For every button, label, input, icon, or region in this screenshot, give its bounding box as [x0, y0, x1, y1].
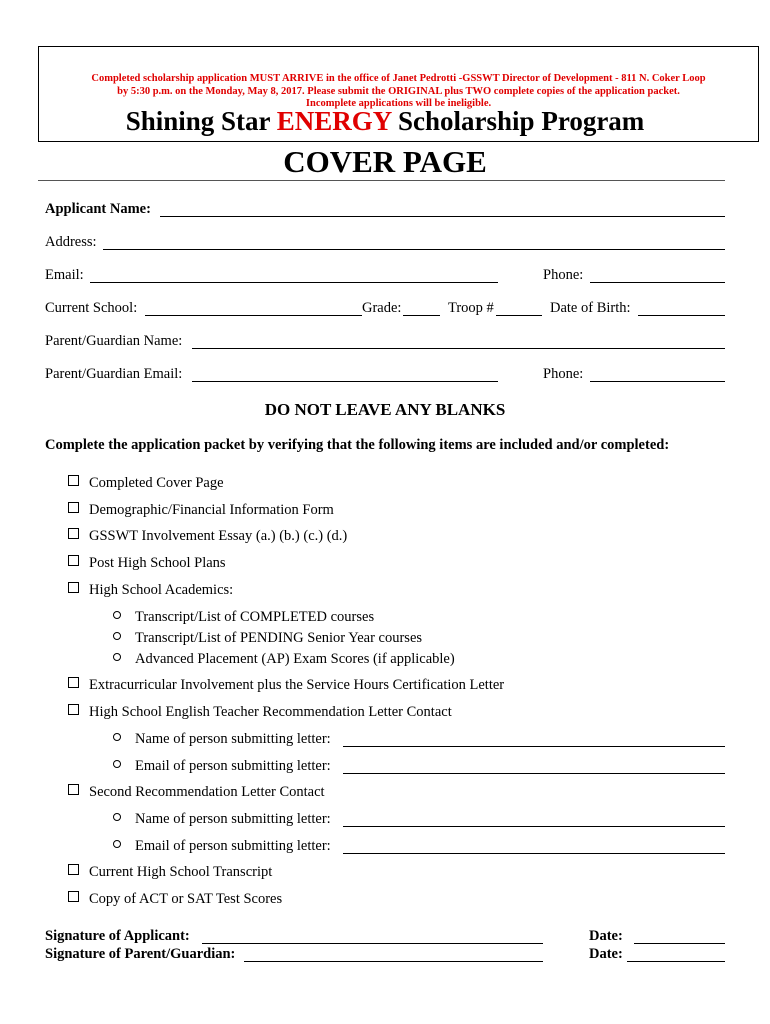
guardian-date-field[interactable] [627, 961, 725, 962]
circle-bullet-icon [113, 813, 121, 821]
checkbox[interactable] [68, 704, 79, 715]
guardian-phone-label: Phone: [543, 366, 584, 382]
second-rec-email [113, 838, 331, 855]
current-school-label: Current School: [45, 300, 138, 316]
sub-item-label: Name of person submitting letter: [135, 731, 331, 747]
english-rec-name [113, 731, 331, 748]
checklist-label: Demographic/Financial Information Form [89, 502, 334, 518]
sub-item-label: Advanced Placement (AP) Exam Scores (if applicable) [135, 651, 455, 667]
circle-bullet-icon [113, 733, 121, 741]
troop-label: Troop # [448, 300, 494, 316]
english-rec-email-field[interactable] [343, 773, 725, 774]
second-rec-email-field[interactable] [343, 853, 725, 854]
second-rec-name-field[interactable] [343, 826, 725, 827]
checklist-label: Current High School Transcript [89, 864, 273, 880]
checklist-item-academics [68, 582, 233, 599]
checkbox[interactable] [68, 677, 79, 688]
applicant-name-field[interactable] [160, 216, 725, 217]
english-rec-email [113, 758, 331, 775]
academics-sub-item [113, 630, 422, 647]
current-school-field[interactable] [145, 315, 362, 316]
checklist-label: Post High School Plans [89, 555, 226, 571]
circle-bullet-icon [113, 760, 121, 768]
checklist-label: Copy of ACT or SAT Test Scores [89, 891, 283, 907]
checklist-label: Extracurricular Involvement plus the Service Hours Certification Letter [89, 677, 505, 693]
applicant-date-label: Date: [589, 928, 623, 944]
circle-bullet-icon [113, 611, 121, 619]
grade-field[interactable] [403, 315, 440, 316]
sub-item-label: Email of person submitting letter: [135, 758, 331, 774]
guardian-signature-field[interactable] [244, 961, 543, 962]
checkbox[interactable] [68, 784, 79, 795]
program-title-part1: Shining Star [125, 106, 277, 136]
dob-label: Date of Birth: [550, 300, 631, 316]
phone-label: Phone: [543, 267, 584, 283]
address-field[interactable] [103, 249, 725, 250]
checklist-label: High School English Teacher Recommendation Letter Contact [89, 704, 452, 720]
notice-line-3: Incomplete applications will be ineligible. [305, 98, 492, 109]
checkbox[interactable] [68, 891, 79, 902]
checklist-item-second-rec [68, 784, 325, 801]
sub-item-label: Name of person submitting letter: [135, 811, 331, 827]
sub-item-label: Email of person submitting letter: [135, 838, 331, 854]
guardian-name-field[interactable] [192, 348, 725, 349]
checklist-item-test-scores [68, 891, 282, 908]
guardian-phone-field[interactable] [590, 381, 725, 382]
checkbox[interactable] [68, 582, 79, 593]
circle-bullet-icon [113, 840, 121, 848]
address-label: Address: [45, 234, 97, 250]
phone-field[interactable] [590, 282, 725, 283]
checklist-label: GSSWT Involvement Essay (a.) (b.) (c.) (d.) [89, 528, 348, 544]
academics-sub-item [113, 609, 374, 626]
email-label: Email: [45, 267, 84, 283]
checklist-item-extracurricular [68, 677, 504, 694]
email-field[interactable] [90, 282, 498, 283]
section-title: DO NOT LEAVE ANY BLANKS [264, 400, 506, 419]
title-divider [38, 180, 725, 181]
checklist-item-english-rec [68, 704, 452, 721]
checklist-label: Completed Cover Page [89, 475, 224, 491]
circle-bullet-icon [113, 653, 121, 661]
checklist-label: Second Recommendation Letter Contact [89, 784, 325, 800]
sub-item-label: Transcript/List of COMPLETED courses [135, 609, 375, 625]
checkbox[interactable] [68, 502, 79, 513]
checklist-item-demographic [68, 502, 334, 519]
applicant-signature-field[interactable] [202, 943, 543, 944]
instructions: Complete the application packet by verifying that the following items are included and/or completed: [45, 437, 670, 453]
deadline-notice [39, 73, 758, 111]
program-title-part2: Scholarship Program [391, 106, 645, 136]
checklist-item-post-hs [68, 555, 226, 572]
applicant-date-field[interactable] [634, 943, 725, 944]
grade-label: Grade: [362, 300, 402, 316]
troop-field[interactable] [496, 315, 542, 316]
checklist-item-transcript [68, 864, 272, 881]
english-rec-name-field[interactable] [343, 746, 725, 747]
program-title-energy: ENERGY [276, 106, 392, 136]
notice-line-2: by 5:30 p.m. on the Monday, May 8, 2017. Please submit the ORIGINAL plus TWO complete copies of the application packet. [117, 85, 680, 97]
checkbox[interactable] [68, 864, 79, 875]
guardian-email-label: Parent/Guardian Email: [45, 366, 183, 382]
notice-line-1: Completed scholarship application MUST ARRIVE in the office of Janet Pedrotti -GSSWT Director of Development - 811 N. Coker Loop [91, 73, 706, 84]
guardian-signature-label: Signature of Parent/Guardian: [45, 946, 236, 962]
checkbox[interactable] [68, 528, 79, 539]
checkbox[interactable] [68, 555, 79, 566]
guardian-email-field[interactable] [192, 381, 498, 382]
applicant-signature-label: Signature of Applicant: [45, 928, 190, 944]
second-rec-name [113, 811, 331, 828]
checklist-item-cover [68, 475, 224, 492]
checklist-label: High School Academics: [89, 582, 234, 598]
dob-field[interactable] [638, 315, 725, 316]
guardian-date-label: Date: [589, 946, 623, 962]
page-title: COVER PAGE [283, 144, 487, 179]
academics-sub-item [113, 651, 455, 668]
sub-item-label: Transcript/List of PENDING Senior Year courses [135, 630, 423, 646]
applicant-name-label: Applicant Name: [45, 201, 151, 217]
checkbox[interactable] [68, 475, 79, 486]
checklist-item-essay [68, 528, 347, 545]
circle-bullet-icon [113, 632, 121, 640]
guardian-name-label: Parent/Guardian Name: [45, 333, 183, 349]
program-title [0, 106, 770, 137]
